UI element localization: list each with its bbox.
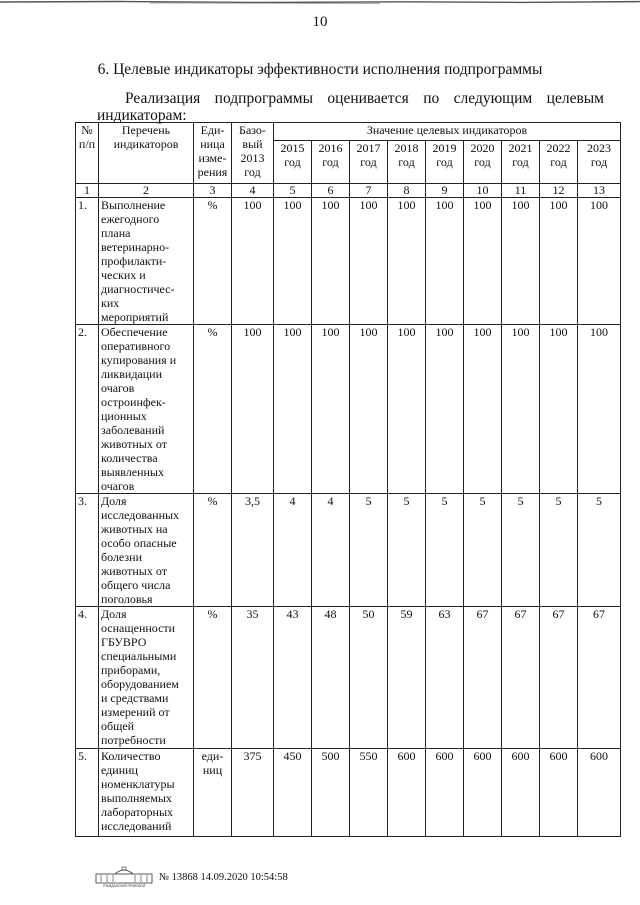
header-year-2020: 2020 год xyxy=(464,141,502,184)
table-row xyxy=(76,325,621,494)
target-value-2023: 67 xyxy=(578,607,621,749)
target-value-2023: 100 xyxy=(578,325,621,494)
target-value-2017: 50 xyxy=(350,607,388,749)
indicator-name: Доля оснащенности ГБУВРО специальными приборами, оборудованием и средствами измерений от общей потребности xyxy=(99,607,194,749)
target-value-2021: 67 xyxy=(502,607,540,749)
header-year-2023: 2023 год xyxy=(578,141,621,184)
row-number: 3. xyxy=(76,494,99,607)
target-value-2016: 4 xyxy=(312,494,350,607)
target-value-2015: 100 xyxy=(274,198,312,325)
header-base-year: Базо- вый 2013 год xyxy=(232,123,274,184)
column-number-11: 11 xyxy=(502,184,540,198)
target-value-2019: 5 xyxy=(426,494,464,607)
column-number-6: 6 xyxy=(312,184,350,198)
target-value-2022: 600 xyxy=(540,749,578,837)
header-year-2018: 2018 год xyxy=(388,141,426,184)
table-row xyxy=(76,198,621,325)
target-value-2016: 100 xyxy=(312,325,350,494)
target-value-2022: 5 xyxy=(540,494,578,607)
target-value-2018: 59 xyxy=(388,607,426,749)
target-value-2018: 100 xyxy=(388,325,426,494)
column-number-9: 9 xyxy=(426,184,464,198)
target-value-2019: 600 xyxy=(426,749,464,837)
column-number-7: 7 xyxy=(350,184,388,198)
row-number: 4. xyxy=(76,607,99,749)
header-num: № п/п xyxy=(76,123,99,184)
column-number-8: 8 xyxy=(388,184,426,198)
column-number-1: 1 xyxy=(76,184,99,198)
target-value-2019: 100 xyxy=(426,198,464,325)
row-number: 1. xyxy=(76,198,99,325)
section-heading: 6. Целевые индикаторы эффективности исполнения подпрограммы xyxy=(97,61,543,78)
indicator-unit: еди- ниц xyxy=(194,749,232,837)
base-year-value: 100 xyxy=(232,325,274,494)
header-year-2019: 2019 год xyxy=(426,141,464,184)
header-year-2016: 2016 год xyxy=(312,141,350,184)
header-unit: Еди- ница изме- рения xyxy=(194,123,232,184)
target-value-2016: 48 xyxy=(312,607,350,749)
target-value-2017: 100 xyxy=(350,198,388,325)
target-value-2020: 100 xyxy=(464,198,502,325)
target-value-2020: 600 xyxy=(464,749,502,837)
target-value-2017: 100 xyxy=(350,325,388,494)
target-value-2017: 5 xyxy=(350,494,388,607)
target-value-2021: 600 xyxy=(502,749,540,837)
indicator-unit: % xyxy=(194,325,232,494)
row-number: 5. xyxy=(76,749,99,837)
target-value-2023: 100 xyxy=(578,198,621,325)
target-value-2019: 63 xyxy=(426,607,464,749)
row-number: 2. xyxy=(76,325,99,494)
intro-line-1: Реализация подпрограммы оценивается по следующим целевым xyxy=(125,90,604,107)
svg-text:ГРАЖДАНСКИЙ ПРАВОВОЙ: ГРАЖДАНСКИЙ ПРАВОВОЙ xyxy=(102,884,146,888)
target-value-2021: 100 xyxy=(502,325,540,494)
target-value-2019: 100 xyxy=(426,325,464,494)
column-number-13: 13 xyxy=(578,184,621,198)
target-value-2018: 100 xyxy=(388,198,426,325)
target-value-2022: 100 xyxy=(540,325,578,494)
header-year-2021: 2021 год xyxy=(502,141,540,184)
target-value-2023: 600 xyxy=(578,749,621,837)
target-value-2023: 5 xyxy=(578,494,621,607)
target-value-2018: 5 xyxy=(388,494,426,607)
registration-footer xyxy=(95,866,395,890)
column-number-12: 12 xyxy=(540,184,578,198)
intro-line-2: индикаторам: xyxy=(97,107,187,124)
registry-emblem-icon xyxy=(95,866,153,888)
column-number-2: 2 xyxy=(99,184,194,198)
target-value-2015: 4 xyxy=(274,494,312,607)
column-number-4: 4 xyxy=(232,184,274,198)
base-year-value: 100 xyxy=(232,198,274,325)
registration-number: № 13868 14.09.2020 10:54:58 xyxy=(159,872,288,883)
indicator-unit: % xyxy=(194,607,232,749)
target-value-2015: 100 xyxy=(274,325,312,494)
target-value-2022: 100 xyxy=(540,198,578,325)
table-row xyxy=(76,494,621,607)
target-value-2016: 500 xyxy=(312,749,350,837)
target-value-2022: 67 xyxy=(540,607,578,749)
header-target-values: Значение целевых индикаторов xyxy=(274,123,621,141)
target-value-2020: 67 xyxy=(464,607,502,749)
indicator-name: Количество единиц номенклатуры выполняемых лабораторных исследований xyxy=(99,749,194,837)
indicator-name: Доля исследованных животных на особо опасные болезни животных от общего числа поголовья xyxy=(99,494,194,607)
indicator-name: Обеспечение оперативного купирования и ликвидации очагов остроинфек- ционных заболеваний животных от количества выявленных очагов xyxy=(99,325,194,494)
indicator-unit: % xyxy=(194,198,232,325)
table-row xyxy=(76,749,621,837)
target-value-2015: 43 xyxy=(274,607,312,749)
base-year-value: 35 xyxy=(232,607,274,749)
indicator-unit: % xyxy=(194,494,232,607)
target-value-2021: 5 xyxy=(502,494,540,607)
indicators-table xyxy=(75,122,621,837)
intro-paragraph xyxy=(97,90,604,124)
header-year-2017: 2017 год xyxy=(350,141,388,184)
target-value-2016: 100 xyxy=(312,198,350,325)
target-value-2020: 5 xyxy=(464,494,502,607)
table-row xyxy=(76,607,621,749)
page-number: 10 xyxy=(312,14,328,30)
top-edge-scan-line xyxy=(0,0,640,6)
column-number-row xyxy=(76,184,621,198)
target-value-2021: 100 xyxy=(502,198,540,325)
column-number-10: 10 xyxy=(464,184,502,198)
column-number-3: 3 xyxy=(194,184,232,198)
indicator-name: Выполнение ежегодного плана ветеринарно- профилакти- ческих и диагностичес- ких мероприятий xyxy=(99,198,194,325)
base-year-value: 3,5 xyxy=(232,494,274,607)
header-year-2015: 2015 год xyxy=(274,141,312,184)
header-indicator-list: Перечень индикаторов xyxy=(99,123,194,184)
target-value-2020: 100 xyxy=(464,325,502,494)
column-number-5: 5 xyxy=(274,184,312,198)
target-value-2017: 550 xyxy=(350,749,388,837)
base-year-value: 375 xyxy=(232,749,274,837)
header-year-2022: 2022 год xyxy=(540,141,578,184)
target-value-2018: 600 xyxy=(388,749,426,837)
target-value-2015: 450 xyxy=(274,749,312,837)
